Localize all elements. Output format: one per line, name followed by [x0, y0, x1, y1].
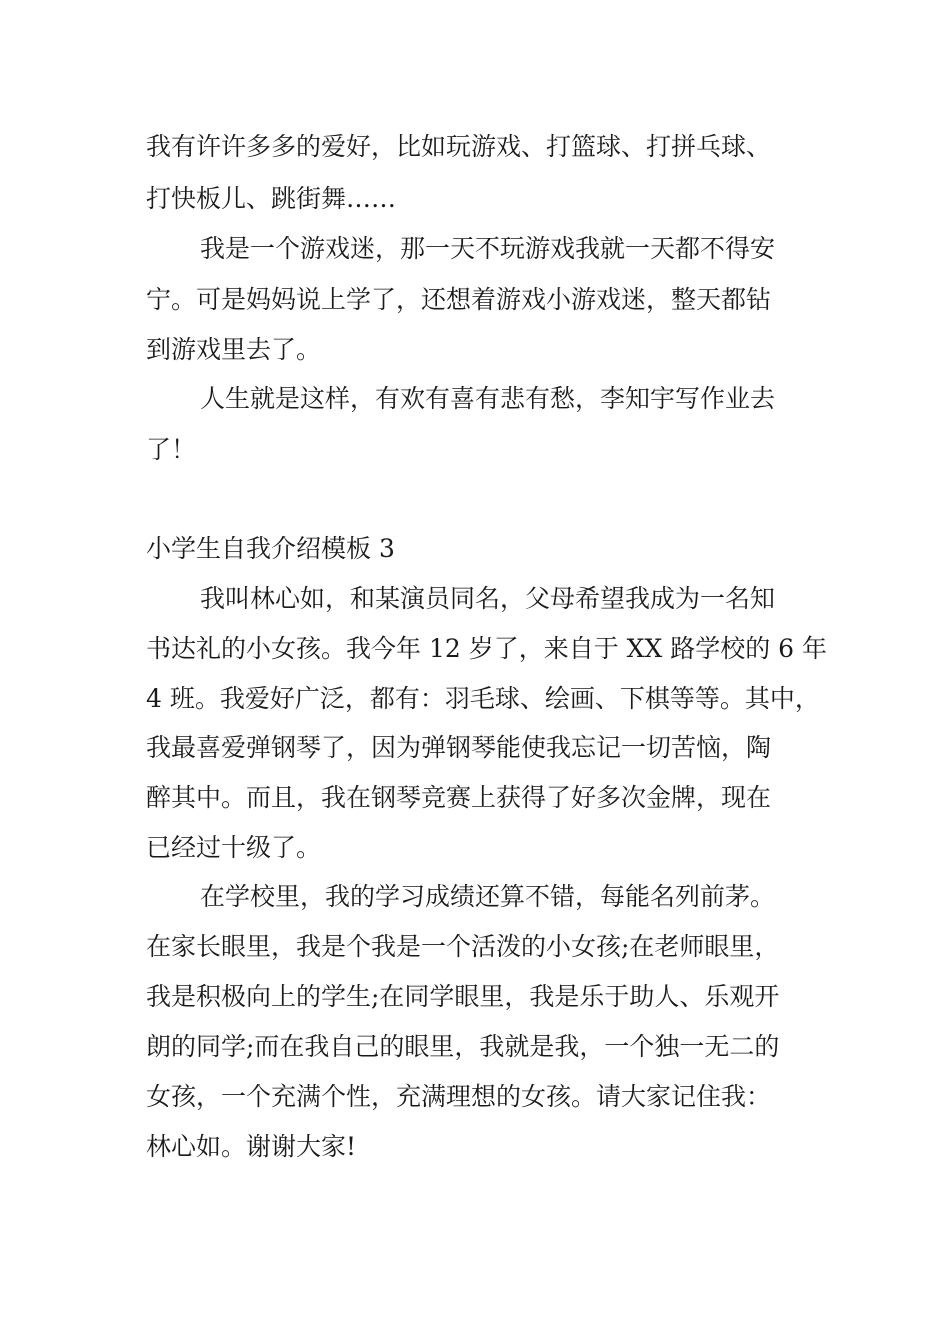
- section-heading: 小学生自我介绍模板 3: [146, 534, 395, 563]
- text-line: 女孩，一个充满个性，充满理想的女孩。请大家记住我：: [146, 1082, 772, 1111]
- text-line: 已经过十级了。: [146, 833, 322, 862]
- text-line: 朗的同学;而在我自己的眼里，我就是我，一个独一无二的: [146, 1032, 780, 1061]
- text-line: 醉其中。而且，我在钢琴竞赛上获得了好多次金牌，现在: [146, 783, 772, 812]
- text-line: 宁。可是妈妈说上学了，还想着游戏小游戏迷，整天都钻: [146, 285, 772, 314]
- text-line: 了！: [146, 435, 197, 464]
- paragraph-first-line: 在学校里，我的学习成绩还算不错，每能名列前茅。: [200, 882, 776, 911]
- text-line: 4 班。我爱好广泛，都有：羽毛球、绘画、下棋等等。其中，: [146, 684, 820, 713]
- text-line: 在家长眼里，我是个我是一个活泼的小女孩;在老师眼里，: [146, 932, 780, 961]
- paragraph-first-line: 我是一个游戏迷，那一天不玩游戏我就一天都不得安: [200, 234, 776, 263]
- paragraph-first-line: 人生就是这样，有欢有喜有悲有愁，李知宇写作业去: [200, 384, 776, 413]
- text-line: 我有许许多多的爱好，比如玩游戏、打篮球、打拼乓球、: [146, 132, 772, 161]
- text-line: 我最喜爱弹钢琴了，因为弹钢琴能使我忘记一切苦恼，陶: [146, 733, 772, 762]
- text-line: 我是积极向上的学生;在同学眼里，我是乐于助人、乐观开: [146, 982, 780, 1011]
- text-line: 林心如。谢谢大家!: [146, 1132, 357, 1161]
- text-line: 书达礼的小女孩。我今年 12 岁了，来自于 XX 路学校的 6 年: [146, 634, 827, 663]
- text-line: 打快板儿、跳街舞……: [146, 184, 397, 213]
- paragraph-first-line: 我叫林心如，和某演员同名，父母希望我成为一名知: [200, 584, 776, 613]
- text-line: 到游戏里去了。: [146, 335, 322, 364]
